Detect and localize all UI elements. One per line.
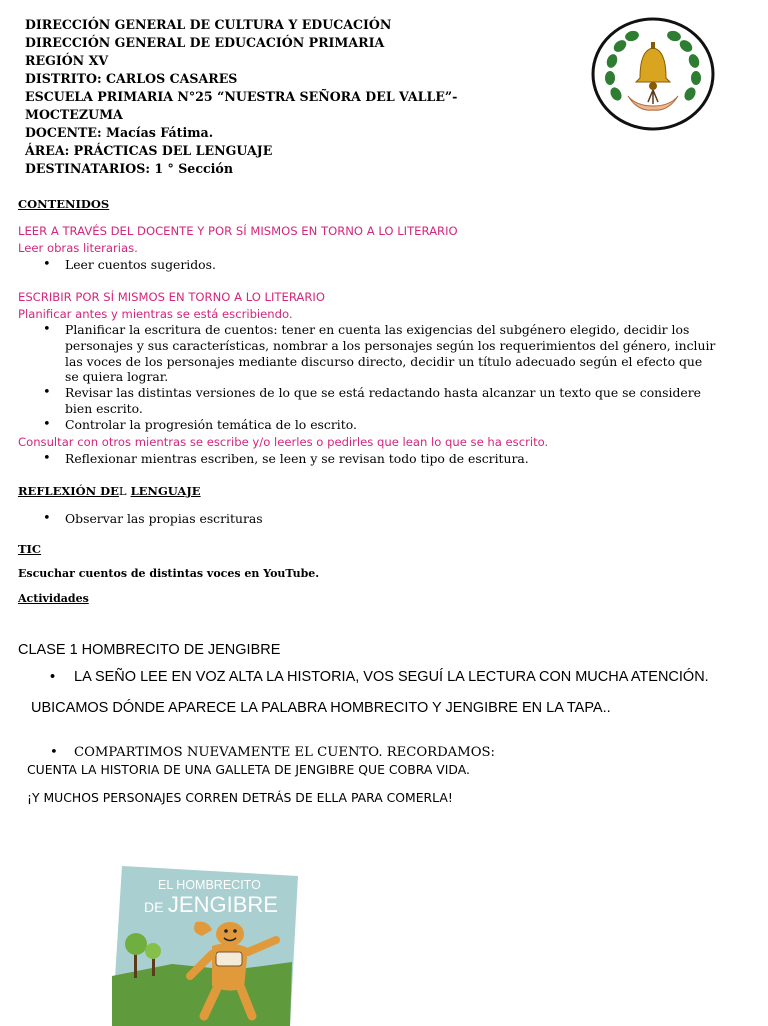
escribir-subheading: Planificar antes y mientras se está escribiendo. xyxy=(18,307,293,321)
cover-title-de: DE xyxy=(144,899,164,915)
header-line-6: MOCTEZUMA xyxy=(25,107,123,122)
header-line-2: DIRECCIÓN GENERAL DE EDUCACIÓN PRIMARIA xyxy=(25,35,385,50)
clase-line-2: UBICAMOS DÓNDE APARECE LA PALABRA HOMBRECITO Y JENGIBRE EN LA TAPA.. xyxy=(31,700,611,716)
escribir-list xyxy=(0,322,718,433)
list-item: • Controlar la progresión temática de lo escrito. xyxy=(0,417,718,433)
tic-title: TIC xyxy=(18,542,42,556)
escribir-heading: ESCRIBIR POR SÍ MISMOS EN TORNO A LO LITERARIO xyxy=(18,290,325,304)
leer-subheading: Leer obras literarias. xyxy=(18,241,138,255)
header-line-7: DOCENTE: Macías Fátima. xyxy=(25,125,214,140)
header-line-1: DIRECCIÓN GENERAL DE CULTURA Y EDUCACIÓN xyxy=(25,17,392,32)
header-line-9: DESTINATARIOS: 1 ° Sección xyxy=(25,161,233,176)
leer-heading: LEER A TRAVÉS DEL DOCENTE Y POR SÍ MISMOS EN TORNO A LO LITERARIO xyxy=(18,224,458,238)
header-line-3: REGIÓN XV xyxy=(25,53,109,68)
tic-text: Escuchar cuentos de distintas voces en YouTube. xyxy=(18,567,320,580)
cover-title-line-2 xyxy=(144,892,278,918)
cover-title-line-1: EL HOMBRECITO xyxy=(158,878,261,892)
header-line-5: ESCUELA PRIMARIA N°25 “NUESTRA SEÑORA DEL VALLE”- xyxy=(25,89,458,104)
reflexion-title-part3: LENGUAJE xyxy=(130,484,201,498)
list-item: • Leer cuentos sugeridos. xyxy=(0,257,720,273)
clase-bullet-2: • COMPARTIMOS NUEVAMENTE EL CUENTO. RECORDAMOS: xyxy=(0,745,768,760)
book-cover-image xyxy=(112,866,298,1026)
list-item: • Revisar las distintas versiones de lo que se está redactando hasta alcanzar un texto que se considere bien escrito. xyxy=(0,385,718,417)
clase-line-3: CUENTA LA HISTORIA DE UNA GALLETA DE JENGIBRE QUE COBRA VIDA. xyxy=(27,762,470,777)
list-item: • Reflexionar mientras escriben, se leen y se revisan todo tipo de escritura. xyxy=(0,451,720,467)
reflexion-title-part2: L xyxy=(118,484,127,498)
clase-line-4: ¡Y MUCHOS PERSONAJES CORREN DETRÁS DE ELLA PARA COMERLA! xyxy=(27,790,453,805)
list-item: • Observar las propias escrituras xyxy=(0,511,720,527)
consultar-list xyxy=(0,451,720,467)
reflexion-title xyxy=(18,484,201,498)
contenidos-title: CONTENIDOS xyxy=(18,197,110,211)
consultar-subheading: Consultar con otros mientras se escribe y/o leerles o pedirles que lean lo que se ha escrito. xyxy=(18,435,549,449)
reflexion-list xyxy=(0,511,720,527)
school-logo xyxy=(590,16,716,132)
header-line-4: DISTRITO: CARLOS CASARES xyxy=(25,71,238,86)
reflexion-title-part1: REFLEXIÓN DE xyxy=(18,484,119,498)
clase-title: CLASE 1 HOMBRECITO DE JENGIBRE xyxy=(18,642,281,658)
header-line-8: ÁREA: PRÁCTICAS DEL LENGUAJE xyxy=(25,143,273,158)
leer-list xyxy=(0,257,720,273)
actividades-title: Actividades xyxy=(18,592,89,605)
school-header xyxy=(25,16,545,178)
clase-bullet-1: • LA SEÑO LEE EN VOZ ALTA LA HISTORIA, VOS SEGUÍ LA LECTURA CON MUCHA ATENCIÓN. xyxy=(0,669,768,685)
cover-title-jengibre: JENGIBRE xyxy=(167,892,278,917)
list-item: • Planificar la escritura de cuentos: tener en cuenta las exigencias del subgénero elegido, decidir los personajes y sus características, nombrar a los personajes según los requerimientos del género, incluir las voces de los personajes mediante discurso directo, decidir un título adecuado según el efecto que se quiera lograr. xyxy=(0,322,718,385)
bell-wreath-logo-icon xyxy=(590,16,716,132)
